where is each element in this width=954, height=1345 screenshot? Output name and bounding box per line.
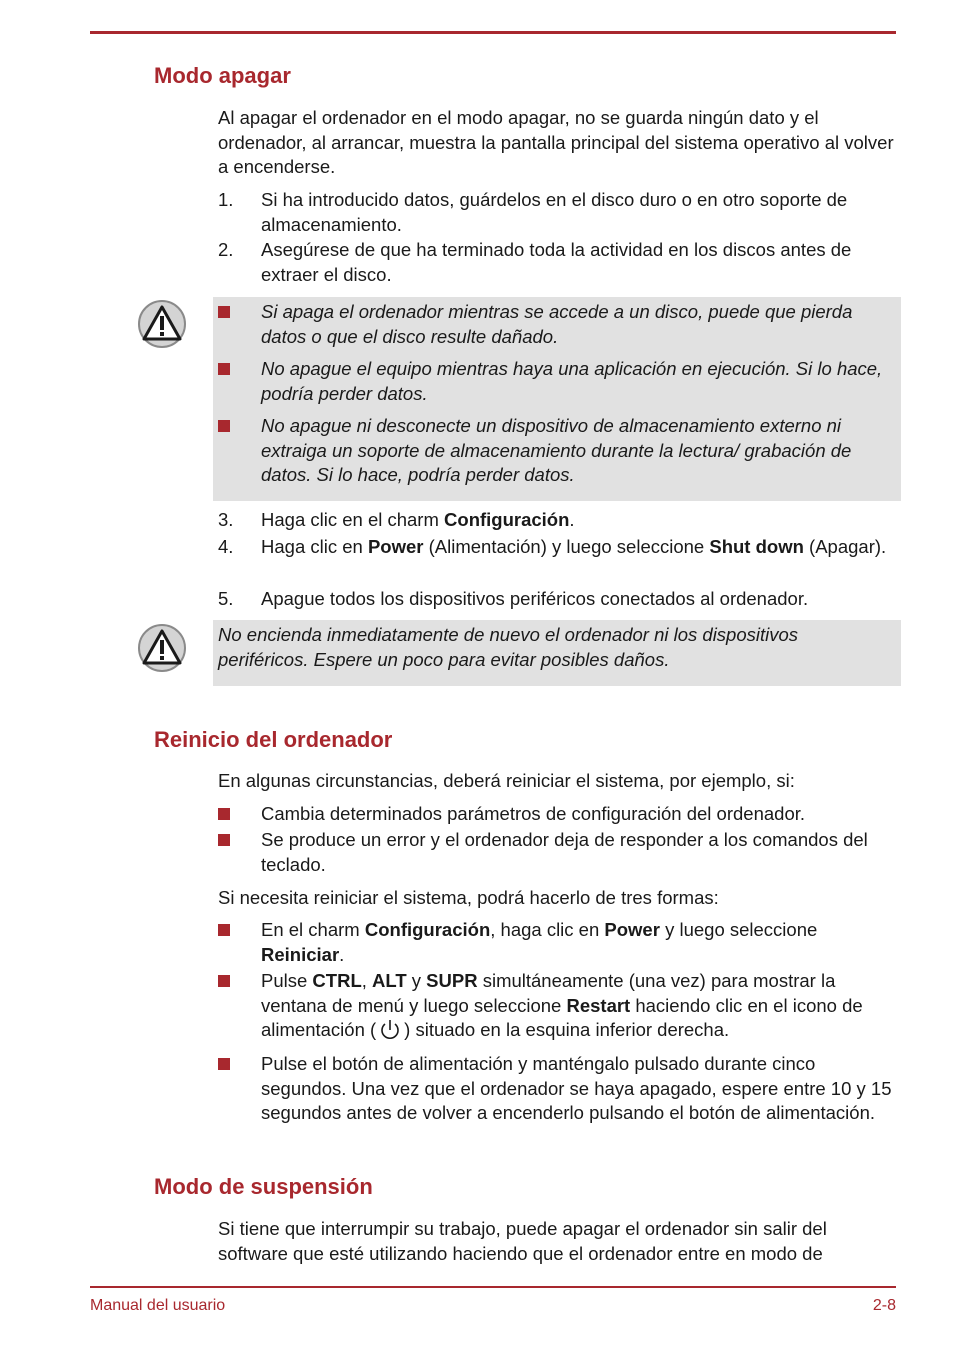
list-item [218, 918, 898, 967]
step-item [218, 238, 898, 287]
list-item-text: Se produce un error y el ordenador deja de responder a los comandos del teclado. [261, 829, 868, 875]
step-item [218, 188, 898, 237]
bullet-square-icon [218, 924, 230, 936]
section-intro: En algunas circunstancias, deberá reiniciar el sistema, por ejemplo, si: [218, 770, 795, 791]
bullet-square-icon [218, 363, 230, 375]
header-rule [90, 31, 896, 34]
step-text: Si ha introducido datos, guárdelos en el disco duro o en otro soporte de almacenamiento. [261, 189, 848, 235]
caution-text: No encienda inmediatamente de nuevo el ordenador ni los dispositivos periféricos. Espere un poco para evitar posibles daños. [218, 624, 799, 670]
bullet-square-icon [218, 420, 230, 432]
section-title-modo-apagar: Modo apagar [154, 63, 291, 88]
ways-intro: Si necesita reiniciar el sistema, podrá hacerlo de tres formas: [218, 887, 719, 908]
list-item-text: En el charm Configuración, haga clic en Power y luego seleccione Reiniciar. [261, 919, 818, 965]
list-item-text: Cambia determinados parámetros de configuración del ordenador. [261, 803, 806, 824]
caution-item [218, 300, 888, 349]
caution-item [218, 414, 888, 488]
step-text: Haga clic en el charm Configuración. [261, 509, 575, 530]
section-intro: Si tiene que interrumpir su trabajo, puede apagar el ordenador sin salir del software que esté utilizando haciendo que el ordenador entre en modo de [218, 1218, 827, 1264]
bullet-square-icon [218, 834, 230, 846]
list-item [218, 1052, 898, 1126]
caution-text: No apague el equipo mientras haya una aplicación en ejecución. Si lo hace, podría perder datos. [261, 358, 883, 404]
step-number: 4. [218, 536, 234, 557]
step-text: Asegúrese de que ha terminado toda la actividad en los discos antes de extraer el disco. [261, 239, 852, 285]
list-item [218, 969, 898, 1043]
bullet-square-icon [218, 1058, 230, 1070]
list-item-text: Pulse el botón de alimentación y manténgalo pulsado durante cinco segundos. Una vez que el ordenador se haya apagado, espere entre 10 y 15 segundos antes de volver a encenderlo pulsando el botón de alimentación. [261, 1053, 892, 1123]
step-item [218, 587, 898, 612]
step-number: 2. [218, 239, 234, 260]
caution-item [218, 357, 888, 406]
caution-box [213, 620, 901, 686]
step-number: 5. [218, 588, 234, 609]
caution-text: Si apaga el ordenador mientras se accede a un disco, puede que pierda datos o que el disco resulte dañado. [261, 301, 853, 347]
warning-icon [137, 623, 187, 673]
list-item-text: Pulse CTRL, ALT y SUPR simultáneamente (una vez) para mostrar la ventana de menú y luego seleccione Restart haciendo clic en el icono de alimentación ( ) situado en la esquina inferior derecha. [261, 970, 863, 1040]
section-intro: Al apagar el ordenador en el modo apagar, no se guarda ningún dato y el ordenador, al arrancar, muestra la pantalla principal del sistema operativo al volver a encenderse. [218, 107, 894, 177]
bullet-square-icon [218, 808, 230, 820]
step-text: Apague todos los dispositivos periféricos conectados al ordenador. [261, 588, 809, 609]
section-title-suspension: Modo de suspensión [154, 1174, 373, 1199]
footer-title: Manual del usuario [90, 1297, 226, 1314]
bullet-square-icon [218, 975, 230, 987]
warning-icon [137, 299, 187, 349]
list-item [218, 802, 898, 827]
bullet-square-icon [218, 306, 230, 318]
list-item [218, 828, 898, 877]
page-number: 2-8 [872, 1297, 896, 1314]
power-icon [379, 1018, 401, 1042]
caution-box [213, 297, 901, 501]
step-number: 1. [218, 189, 234, 210]
step-number: 3. [218, 509, 234, 530]
caution-text: No apague ni desconecte un dispositivo de almacenamiento externo ni extraiga un soporte de almacenamiento durante la lectura/ grabación de datos. Si lo hace, podría perder datos. [261, 415, 852, 485]
section-title-reinicio: Reinicio del ordenador [154, 727, 393, 752]
step-item [218, 508, 898, 533]
step-item [218, 535, 898, 560]
step-text: Haga clic en Power (Alimentación) y luego seleccione Shut down (Apagar). [261, 536, 887, 557]
footer-rule [90, 1286, 896, 1288]
